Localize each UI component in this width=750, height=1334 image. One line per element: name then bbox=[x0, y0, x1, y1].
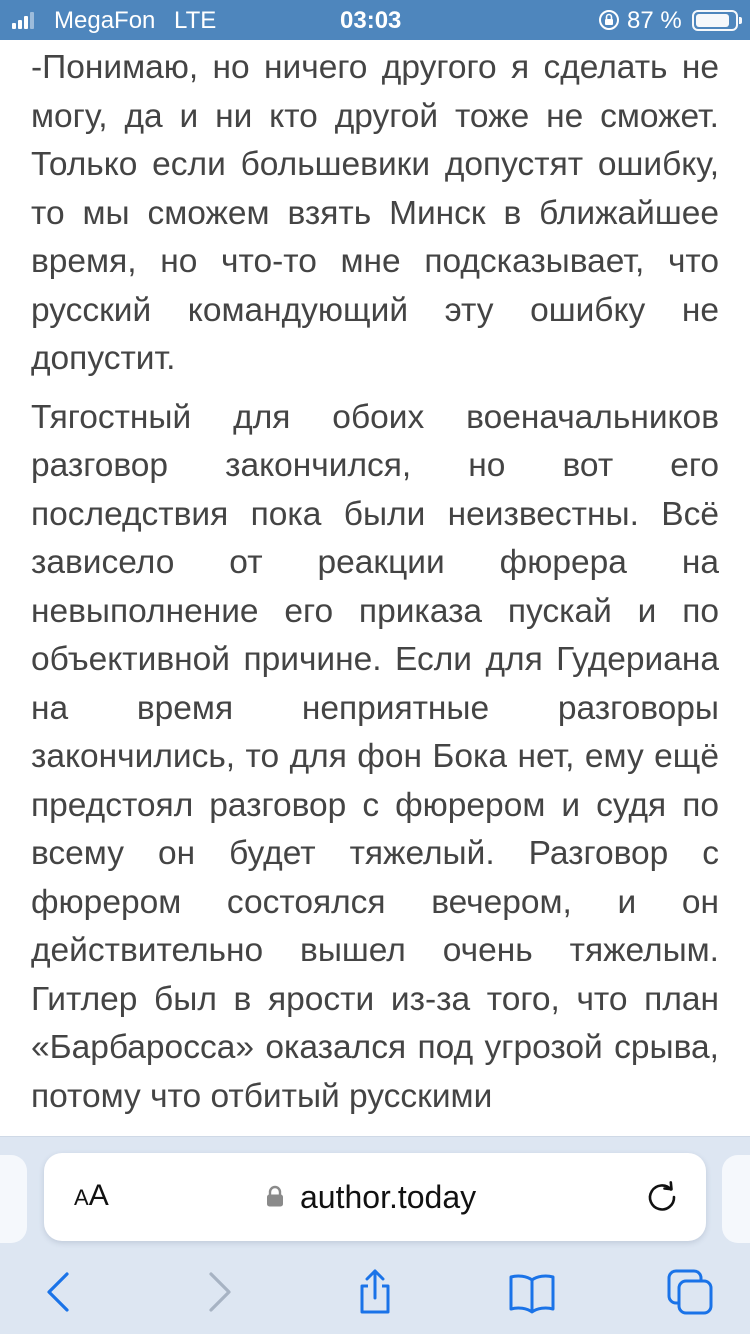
forward-icon bbox=[196, 1268, 244, 1316]
share-button[interactable] bbox=[351, 1268, 399, 1316]
paragraph: Тягостный для обоих военачальников разговор закончился, но вот его последствия пока были неизвестны. Всё зависело от реакции фюрера на невыполнение его приказа пускай и по объективной причине. Если для Гудериана на время неприятные разговоры закончились, то для фон Бока нет, ему ещё предстоял разговор с фюрером и судя по всему он будет тяжелый. Разговор с фюрером состоялся вечером, и он действительно вышел очень тяжелым. Гитлер был в ярости из-за того, что план «Барбаросса» оказался под угрозой срыва, потому что отбитый русскими bbox=[31, 398, 719, 1115]
orientation-lock-icon bbox=[598, 9, 620, 31]
back-button[interactable] bbox=[34, 1268, 82, 1316]
back-icon bbox=[34, 1268, 82, 1316]
lock-icon bbox=[266, 1185, 284, 1207]
bookmarks-icon bbox=[508, 1268, 556, 1316]
forward-button[interactable] bbox=[196, 1268, 244, 1316]
status-bar bbox=[0, 0, 750, 40]
clock: 03:03 bbox=[340, 7, 402, 34]
url-text[interactable]: author.today bbox=[300, 1179, 477, 1215]
signal-icon bbox=[12, 11, 34, 29]
text-size-button[interactable] bbox=[74, 1179, 109, 1213]
text-size-large-glyph: A bbox=[88, 1179, 109, 1212]
carrier-name: MegaFon bbox=[54, 7, 156, 34]
previous-tab-preview[interactable] bbox=[0, 1155, 27, 1243]
next-tab-preview[interactable] bbox=[722, 1155, 750, 1243]
text-size-small-glyph: A bbox=[74, 1185, 89, 1210]
bookmarks-button[interactable] bbox=[508, 1268, 556, 1316]
paragraph: -Понимаю, но ничего другого я сделать не могу, да и ни кто другой тоже не сможет. Только если большевики допустят ошибку, то мы сможем взять Минск в ближайшее время, но что-то мне подсказывает, что русский командующий эту ошибку не допустит. bbox=[31, 49, 719, 377]
reload-icon[interactable] bbox=[644, 1179, 680, 1215]
article-text bbox=[31, 44, 719, 1136]
network-type: LTE bbox=[174, 7, 217, 34]
battery-icon bbox=[692, 10, 738, 31]
share-icon bbox=[351, 1268, 399, 1316]
tabs-button[interactable] bbox=[666, 1268, 714, 1316]
tabs-icon bbox=[666, 1268, 714, 1316]
address-bar[interactable] bbox=[44, 1153, 706, 1241]
battery-percent: 87 % bbox=[627, 7, 682, 34]
